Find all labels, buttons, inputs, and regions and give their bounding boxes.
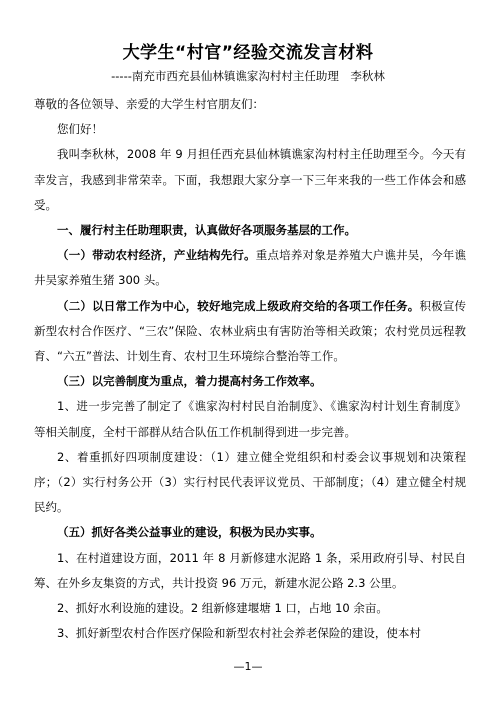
item5-paragraph-1: 1、在村道建设方面，2011 年 8 月新修建水泥路 1 条，采用政府引导、村民自筹、在外乡友集资的方式，共计投资 96 万元，新建水泥公路 2.3 公里。 [34, 550, 466, 590]
document-subtitle: -----南充市西充县仙林镇谯家沟村村主任助理 李秋林 [111, 69, 385, 83]
salutation: 尊敬的各位领导、亲爱的大学生村官朋友们： [34, 97, 264, 111]
item2-heading: （二）以日常工作为中心，较好地完成上级政府交给的各项工作任务。 [57, 298, 420, 313]
item5-paragraph-3: 3、抓好新型农村合作医疗保险和新型农村社会养老保险的建设，使本村 [57, 626, 421, 641]
intro-paragraph: 我叫李秋林，2008 年 9 月担任西充县仙林镇谯家沟村村主任助理至今。今天有幸发言，我感到非常荣幸。下面，我想跟大家分享一下三年来我的一些工作体会和感受。 [34, 147, 466, 212]
item2-text: 积极宣传新型农村合作医疗、“三农”保险、农林业病虫有害防治等相关政策；农村党员远程教育、“六五”普法、计划生育、农村卫生环境综合整治等工作。 [34, 298, 467, 364]
item3-paragraph-1: 1、进一步完善了制定了《谯家沟村村民自治制度》、《谯家沟村计划生育制度》等相关制度，全村干部群从结合队伍工作机制得到进一步完善。 [34, 399, 466, 439]
greeting: 您们好！ [57, 122, 103, 137]
document-body [34, 92, 466, 646]
item1-paragraph [34, 243, 466, 293]
document-title: 大学生“村官”经验交流发言材料 [122, 43, 374, 63]
item5-paragraph-2: 2、抓好水利设施的建设。2 组新修建堰塘 1 口，占地 10 余亩。 [57, 601, 388, 616]
item3-paragraph-2: 2、着重抓好四项制度建设：（1）建立健全党组织和村委会议事规划和决策程序；（2）实行村务公开（3）实行村民代表评议党员、干部制度；（4）建立健全村规民约。 [34, 449, 466, 515]
item2-paragraph [34, 294, 466, 370]
item3-heading: （三）以完善制度为重点，着力提高村务工作效率。 [57, 374, 322, 389]
section1-heading: 一、履行村主任助理职责，认真做好各项服务基层的工作。 [57, 223, 356, 238]
item5-heading: （五）抓好各类公益事业的建设，积极为民办实事。 [57, 525, 322, 540]
item1-text: 重点培养对象是养殖大户谯井吴，今年谯井吴家养殖生猪 300 头。 [34, 248, 466, 288]
page-number: —1— [233, 660, 263, 673]
item1-heading: （一）带动农村经济，产业结构先行。 [57, 248, 256, 263]
